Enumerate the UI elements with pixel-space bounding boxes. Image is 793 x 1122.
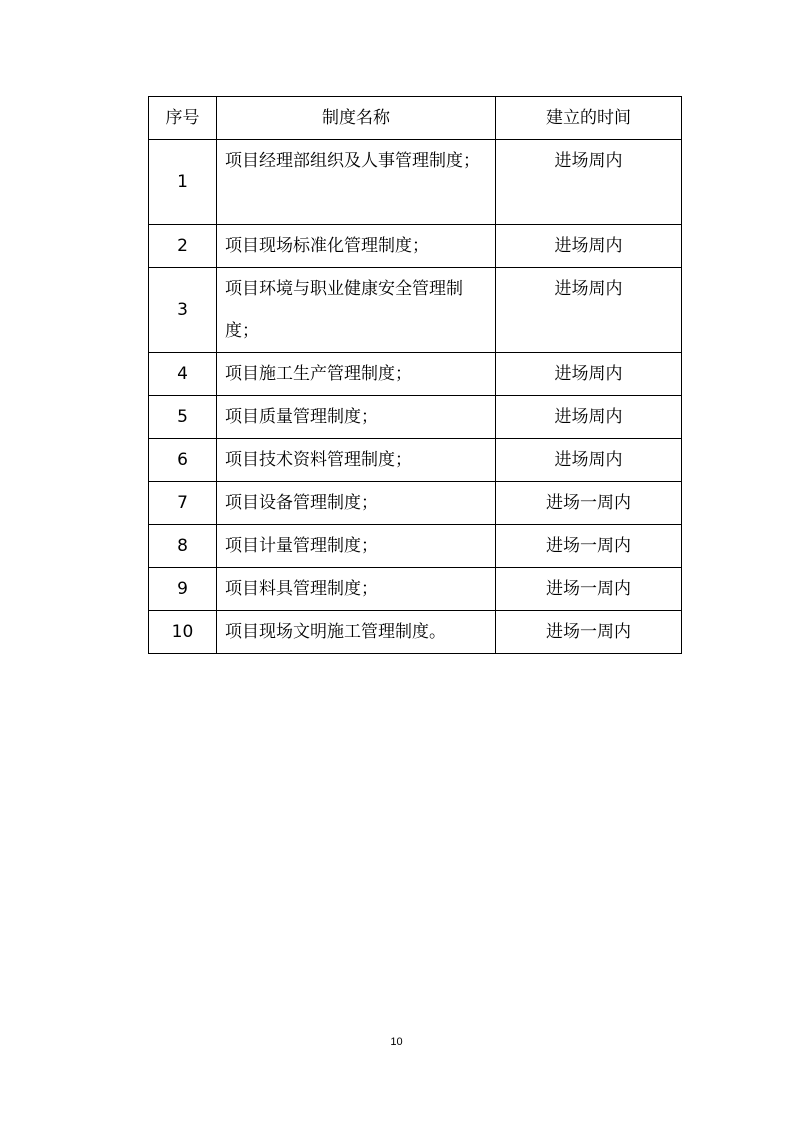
row-regulation-name: 项目质量管理制度； (217, 396, 496, 439)
row-establish-time: 进场周内 (496, 396, 682, 439)
row-regulation-name: 项目设备管理制度； (217, 482, 496, 525)
table-row (149, 268, 682, 353)
table-row (149, 568, 682, 611)
table-row (149, 525, 682, 568)
table-row (149, 611, 682, 654)
row-establish-time: 进场一周内 (496, 525, 682, 568)
table-row (149, 353, 682, 396)
row-number: 4 (149, 353, 217, 396)
table-row (149, 439, 682, 482)
header-regulation-name: 制度名称 (217, 97, 496, 140)
header-serial-number: 序号 (149, 97, 217, 140)
row-regulation-name: 项目施工生产管理制度； (217, 353, 496, 396)
row-regulation-name: 项目环境与职业健康安全管理制度； (217, 268, 496, 353)
row-number: 7 (149, 482, 217, 525)
row-establish-time: 进场周内 (496, 439, 682, 482)
row-number: 8 (149, 525, 217, 568)
row-establish-time: 进场周内 (496, 140, 682, 225)
row-number: 6 (149, 439, 217, 482)
row-number: 3 (149, 268, 217, 353)
row-establish-time: 进场一周内 (496, 611, 682, 654)
row-regulation-name: 项目料具管理制度； (217, 568, 496, 611)
row-number: 5 (149, 396, 217, 439)
table-row (149, 482, 682, 525)
table-row (149, 225, 682, 268)
table-row (149, 140, 682, 225)
row-regulation-name: 项目计量管理制度； (217, 525, 496, 568)
row-number: 2 (149, 225, 217, 268)
row-number: 10 (149, 611, 217, 654)
header-establish-time: 建立的时间 (496, 97, 682, 140)
row-regulation-name: 项目现场文明施工管理制度。 (217, 611, 496, 654)
row-regulation-name: 项目现场标准化管理制度； (217, 225, 496, 268)
table-header-row (149, 97, 682, 140)
row-establish-time: 进场周内 (496, 268, 682, 353)
row-establish-time: 进场一周内 (496, 482, 682, 525)
row-regulation-name: 项目技术资料管理制度； (217, 439, 496, 482)
regulations-table (148, 96, 682, 654)
row-establish-time: 进场周内 (496, 225, 682, 268)
table-row (149, 396, 682, 439)
row-number: 1 (149, 140, 217, 225)
row-number: 9 (149, 568, 217, 611)
row-regulation-name: 项目经理部组织及人事管理制度； (217, 140, 496, 225)
row-establish-time: 进场一周内 (496, 568, 682, 611)
row-establish-time: 进场周内 (496, 353, 682, 396)
page-number: 10 (390, 1036, 403, 1048)
